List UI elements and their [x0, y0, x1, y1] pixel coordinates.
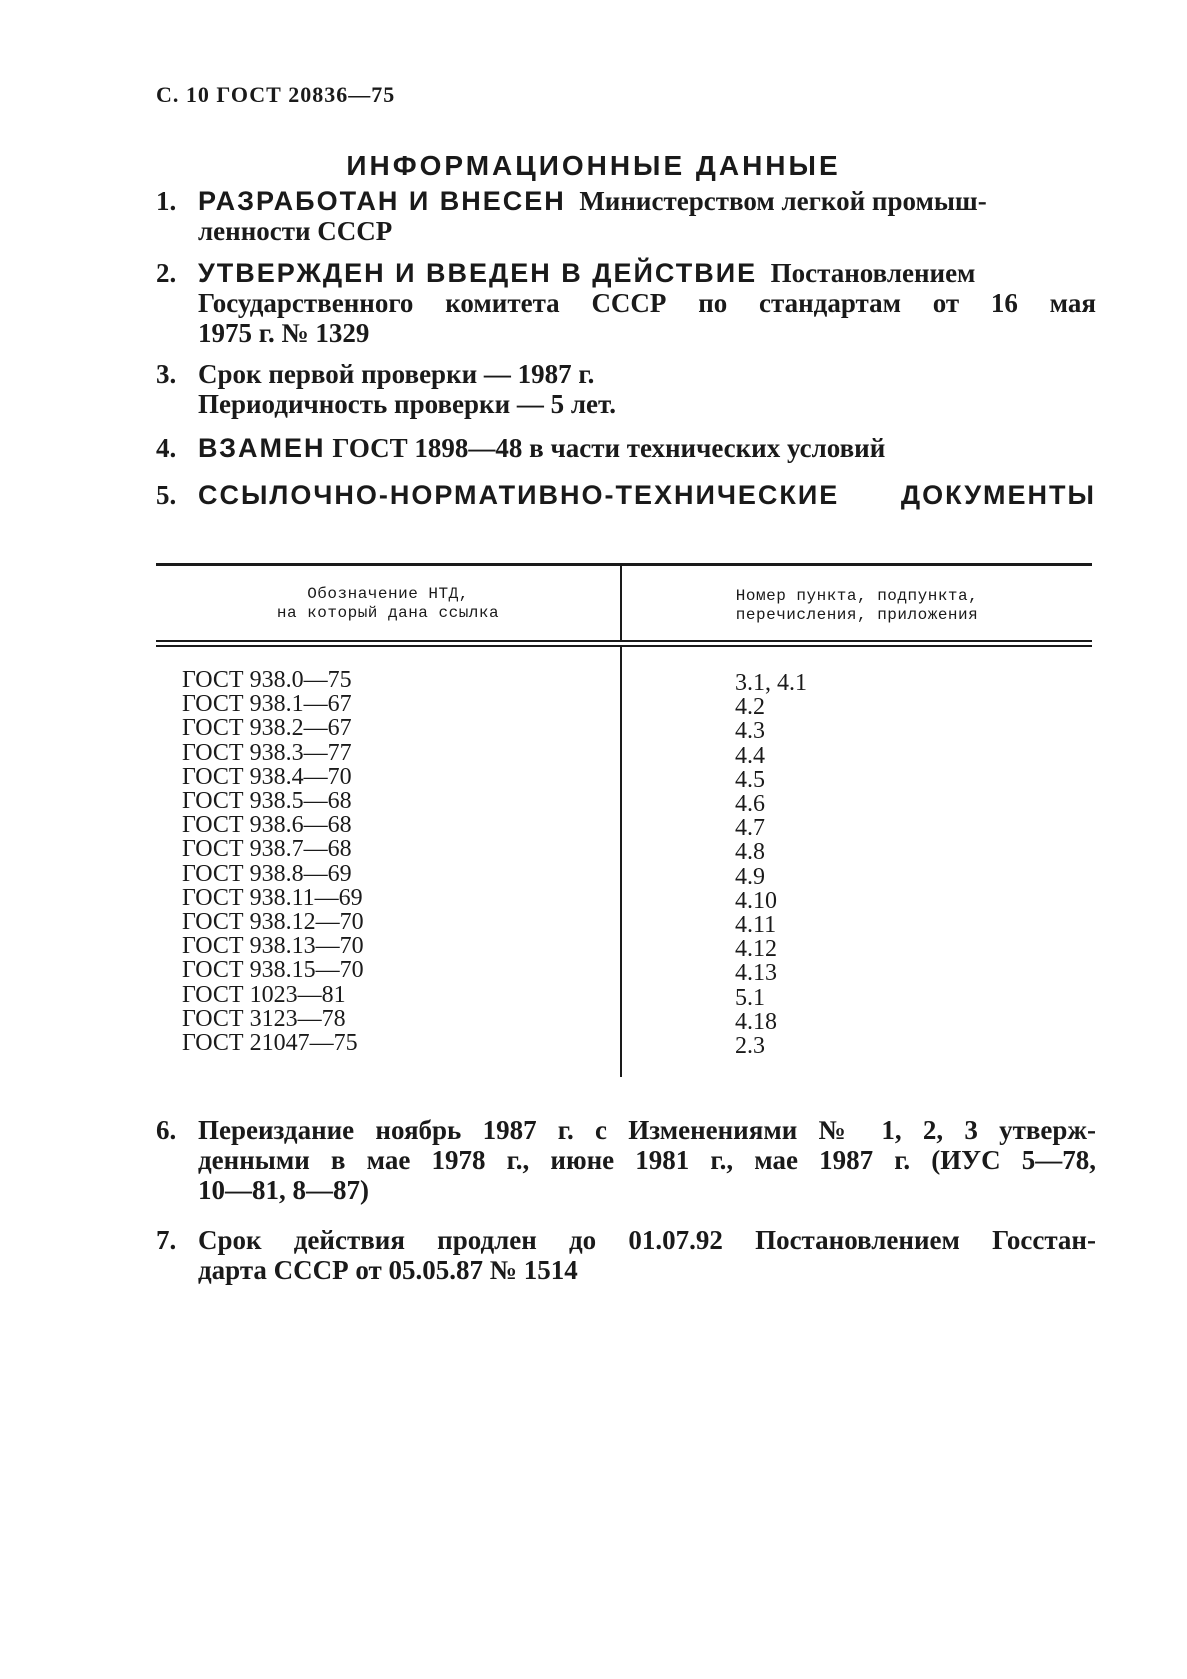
item-text: денными в мае 1978 г., июне 1981 г., мае 1987 г. (ИУС 5—78,: [198, 1145, 1096, 1175]
item-number: 5.: [156, 480, 177, 510]
table-cell-doc: ГОСТ 1023—81: [182, 981, 346, 1008]
table-cell-doc: ГОСТ 21047—75: [182, 1030, 358, 1057]
table-cell-doc: ГОСТ 938.6—68: [182, 812, 352, 839]
table-cell-ref: 3.1, 4.1: [735, 670, 807, 696]
table-header-rule: [156, 640, 1092, 642]
item-number: 4.: [156, 433, 177, 463]
table-header-rule-double: [156, 645, 1092, 647]
info-item-1: [156, 186, 1096, 246]
table-cell-doc: ГОСТ 938.5—68: [182, 788, 352, 815]
table-cell-ref: 2.3: [735, 1033, 765, 1060]
table-cell-ref: 4.12: [735, 936, 777, 963]
item-number: 2.: [156, 258, 177, 288]
table-cell-doc: ГОСТ 3123—78: [182, 1005, 346, 1032]
info-item-3: [156, 359, 1096, 419]
table-cell-ref: 4.7: [735, 815, 765, 842]
item-text: 1975 г. № 1329: [198, 318, 370, 348]
table-cell-doc: ГОСТ 938.7—68: [182, 836, 352, 863]
table-cell-ref: 4.4: [735, 742, 765, 769]
table-cell-doc: ГОСТ 938.2—67: [182, 715, 352, 742]
table-cell-doc: ГОСТ 938.0—75: [182, 667, 352, 693]
table-cell-doc: ГОСТ 938.12—70: [182, 909, 364, 936]
item-text: Срок действия продлен до 01.07.92 Постановлением Госстан-: [198, 1225, 1096, 1255]
table-cell-ref: 4.2: [735, 694, 765, 721]
document-title: ИНФОРМАЦИОННЫЕ ДАННЫЕ: [346, 150, 841, 181]
item-text: Переиздание ноябрь 1987 г. с Изменениями № 1, 2, 3 утверж-: [198, 1115, 1096, 1145]
item-text: дарта СССР от 05.05.87 № 1514: [198, 1255, 578, 1285]
item-number: 6.: [156, 1115, 177, 1145]
table-header-left: Обозначение НТД, на который дана ссылка: [276, 585, 500, 622]
table-cell-ref: 4.13: [735, 960, 777, 987]
table-cell-doc: ГОСТ 938.15—70: [182, 957, 364, 984]
table-cell-doc: ГОСТ 938.11—69: [182, 884, 363, 911]
item-number: 7.: [156, 1225, 177, 1255]
table-column-documents: [182, 668, 364, 1055]
table-cell-ref: 4.18: [735, 1008, 777, 1035]
item-text: Периодичность проверки — 5 лет.: [198, 389, 617, 419]
info-item-4: [156, 433, 1096, 463]
item-number: 1.: [156, 186, 177, 216]
table-top-rule: [156, 563, 1092, 566]
item-lead: РАЗРАБОТАН И ВНЕСЕН: [198, 186, 566, 216]
item-text: Государственного комитета СССР по стандартам от 16 мая: [198, 288, 1096, 318]
table-cell-doc: ГОСТ 938.3—77: [182, 739, 352, 766]
item-lead: ССЫЛОЧНО-НОРМАТИВНО-ТЕХНИЧЕСКИЕ ДОКУМЕНТЫ: [198, 480, 1096, 510]
item-text: 10—81, 8—87): [198, 1175, 369, 1205]
table-cell-ref: 4.3: [735, 718, 765, 745]
item-lead: УТВЕРЖДЕН И ВВЕДЕН В ДЕЙСТВИЕ: [198, 258, 758, 288]
table-cell-ref: 4.8: [735, 839, 765, 866]
table-cell-doc: ГОСТ 938.4—70: [182, 763, 352, 790]
table-cell-ref: 4.9: [735, 863, 765, 890]
info-item-6: [156, 1115, 1096, 1205]
page-header: С. 10 ГОСТ 20836—75: [156, 82, 396, 107]
table-body-divider: [620, 647, 622, 1077]
info-item-5: [156, 480, 1096, 510]
item-text: Срок первой проверки — 1987 г.: [198, 359, 595, 389]
item-text: Министерством легкой промыш-: [579, 186, 987, 216]
table-cell-ref: 5.1: [735, 984, 765, 1011]
info-item-7: [156, 1225, 1096, 1285]
table-column-references: [735, 671, 807, 1058]
item-lead: ВЗАМЕН: [198, 433, 326, 463]
item-text: ленности СССР: [198, 216, 393, 246]
table-cell-ref: 4.10: [735, 887, 777, 914]
item-text: ГОСТ 1898—48 в части технических условий: [332, 433, 886, 463]
table-cell-ref: 4.5: [735, 766, 765, 793]
table-cell-doc: ГОСТ 938.8—69: [182, 860, 352, 887]
table-cell-doc: ГОСТ 938.1—67: [182, 691, 352, 718]
table-cell-ref: 4.11: [735, 912, 777, 939]
item-number: 3.: [156, 359, 177, 389]
table-header-right: Номер пункта, подпункта, перечисления, приложения: [735, 587, 979, 624]
table-cell-ref: 4.6: [735, 791, 765, 818]
info-item-2: [156, 258, 1096, 348]
item-text: Постановлением: [770, 258, 976, 288]
table-cell-doc: ГОСТ 938.13—70: [182, 933, 364, 960]
